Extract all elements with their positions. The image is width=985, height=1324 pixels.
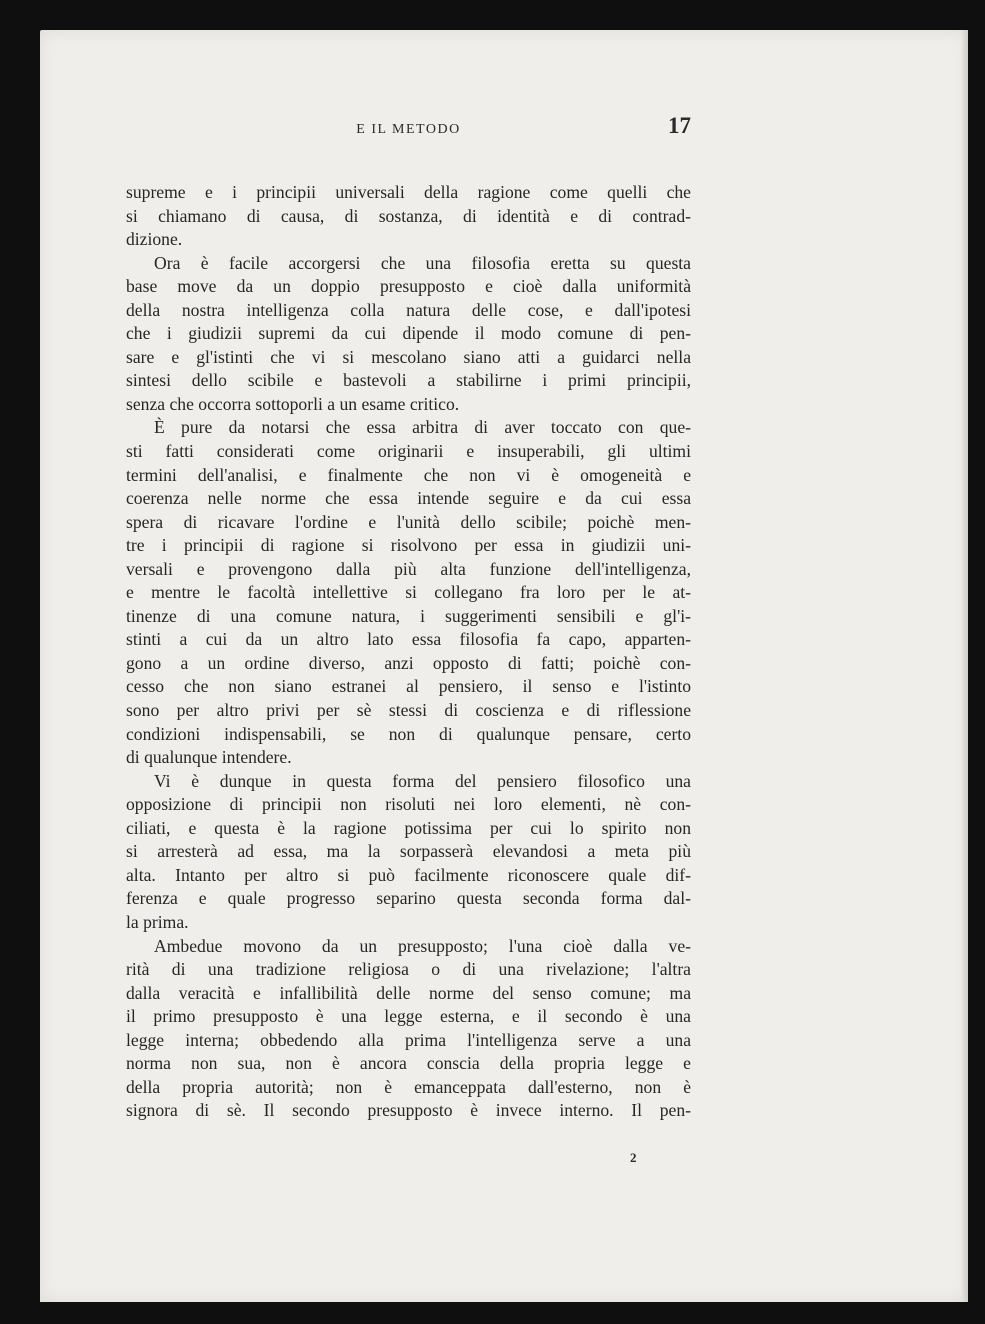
text-line: base move da un doppio presupposto e cioè dalla uniformità bbox=[126, 276, 691, 297]
text-line: sintesi dello scibile e bastevoli a stabilirne i primi principii, bbox=[126, 370, 691, 391]
page-edge bbox=[962, 30, 968, 1302]
text-line: e mentre le facoltà intellettive si collegano fra loro per le at- bbox=[126, 582, 691, 603]
text-line: si arresterà ad essa, ma la sorpasserà elevandosi a meta più bbox=[126, 841, 691, 862]
body-text bbox=[126, 181, 691, 1123]
text-line: sono per altro privi per sè stessi di coscienza e di riflessione bbox=[126, 700, 691, 721]
text-line: si chiamano di causa, di sostanza, di identità e di contrad- bbox=[126, 205, 691, 226]
text-line: della propria autorità; non è emanceppata dall'esterno, non è bbox=[126, 1076, 691, 1097]
text-line: la prima. bbox=[126, 911, 189, 932]
text-line: dalla veracità e infallibilità delle norme del senso comune; ma bbox=[126, 982, 691, 1003]
text-line: Ora è facile accorgersi che una filosofia eretta su questa bbox=[154, 252, 691, 273]
signature-mark: 2 bbox=[630, 1150, 637, 1165]
text-line: condizioni indispensabili, se non di qualunque pensare, certo bbox=[126, 723, 691, 744]
text-line: Vi è dunque in questa forma del pensiero filosofico una bbox=[154, 770, 691, 791]
text-line: signora di sè. Il secondo presupposto è invece interno. Il pen- bbox=[126, 1100, 691, 1121]
text-line: sare e gl'istinti che vi si mescolano siano atti a guidarci nella bbox=[126, 346, 691, 367]
text-line: che i giudizii supremi da cui dipende il modo comune di pen- bbox=[126, 323, 691, 344]
text-line: della nostra intelligenza colla natura delle cose, e dall'ipotesi bbox=[126, 299, 691, 320]
text-line: stinti a cui da un altro lato essa filosofia fa capo, apparten- bbox=[126, 629, 691, 650]
text-line: termini dell'analisi, e finalmente che non vi è omogeneità e bbox=[126, 464, 691, 485]
text-line: rità di una tradizione religiosa o di una rivelazione; l'altra bbox=[126, 959, 691, 980]
text-line: tinenze di una comune natura, i suggerimenti sensibili e gl'i- bbox=[126, 605, 691, 626]
text-line: dizione. bbox=[126, 229, 183, 250]
text-line: ferenza e quale progresso separino questa seconda forma dal- bbox=[126, 888, 691, 909]
text-line: supreme e i principii universali della ragione come quelli che bbox=[126, 182, 691, 202]
text-line: spera di ricavare l'ordine e l'unità dello scibile; poichè men- bbox=[126, 511, 691, 532]
page-header bbox=[126, 113, 691, 141]
text-line: versali e provengono dalla più alta funzione dell'intelligenza, bbox=[126, 558, 691, 579]
text-line: senza che occorra sottoporli a un esame critico. bbox=[126, 393, 460, 414]
text-line: gono a un ordine diverso, anzi opposto di fatti; poichè con- bbox=[126, 652, 691, 673]
text-line: legge interna; obbedendo alla prima l'intelligenza serve a una bbox=[126, 1029, 691, 1050]
text-line: È pure da notarsi che essa arbitra di aver toccato con que- bbox=[154, 417, 691, 438]
text-line: alta. Intanto per altro si può facilmente riconoscere quale dif- bbox=[126, 864, 691, 885]
text-line: tre i principii di ragione si risolvono per essa in giudizii uni- bbox=[126, 535, 691, 556]
running-head: E IL METODO bbox=[356, 122, 461, 137]
text-line: sti fatti considerati come originarii e insuperabili, gli ultimi bbox=[126, 441, 691, 462]
text-line: ciliati, e questa è la ragione potissima per cui lo spirito non bbox=[126, 817, 691, 838]
text-line: coerenza nelle norme che essa intende seguire e da cui essa bbox=[126, 488, 691, 509]
text-line: cesso che non siano estranei al pensiero, il senso e l'istinto bbox=[126, 676, 691, 697]
text-line: di qualunque intendere. bbox=[126, 747, 292, 768]
text-line: norma non sua, non è ancora conscia della propria legge e bbox=[126, 1053, 691, 1074]
text-line: Ambedue movono da un presupposto; l'una cioè dalla ve- bbox=[154, 935, 691, 956]
page-number: 17 bbox=[668, 113, 691, 138]
text-line: opposizione di principii non risoluti nei loro elementi, nè con- bbox=[126, 794, 691, 815]
text-line: il primo presupposto è una legge esterna, e il secondo è una bbox=[126, 1006, 691, 1027]
